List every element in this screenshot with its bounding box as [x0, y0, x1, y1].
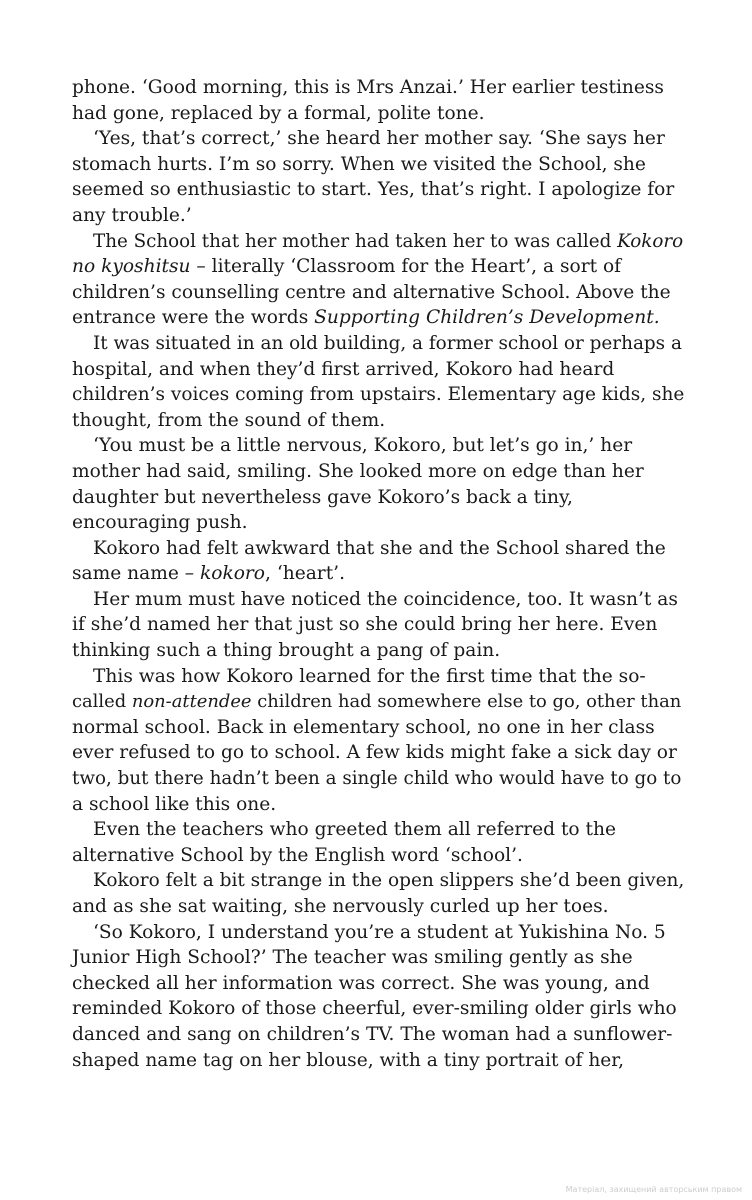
text-run: ‘Yes, that’s correct,’ she heard her mother say. ‘She says her: [93, 128, 665, 150]
text-line: [72, 126, 684, 152]
text-run: The School that her mother had taken her to was called: [93, 230, 618, 252]
text-line: [72, 280, 684, 306]
text-run: thought, from the sound of them.: [72, 409, 386, 431]
text-line: [72, 638, 684, 664]
text-run: Kokoro had felt awkward that she and the School shared the: [93, 537, 666, 559]
text-line: [72, 459, 684, 485]
text-run: children had somewhere else to go, other than: [251, 691, 682, 713]
text-run: called: [72, 691, 132, 713]
paragraph: [72, 536, 684, 587]
paragraph: [72, 664, 684, 818]
text-run: Her mum must have noticed the coincidence, too. It wasn’t as: [93, 588, 678, 610]
paragraph: [72, 433, 684, 535]
text-line: [72, 868, 684, 894]
text-line: [72, 177, 684, 203]
text-line: [72, 408, 684, 434]
text-line: [72, 843, 684, 869]
text-run: shaped name tag on her blouse, with a tiny portrait of her,: [72, 1049, 625, 1071]
italic-text: Supporting Children’s Development.: [314, 307, 660, 329]
text-line: [72, 920, 684, 946]
text-line: [72, 357, 684, 383]
text-line: [72, 254, 684, 280]
text-run: and as she sat waiting, she nervously curled up her toes.: [72, 896, 609, 917]
paragraph: [72, 587, 684, 664]
text-line: [72, 433, 684, 459]
text-run: children’s voices coming from upstairs. Elementary age kids, she: [72, 384, 685, 406]
paragraph: [72, 75, 684, 126]
text-run: had gone, replaced by a formal, polite tone.: [72, 102, 485, 124]
text-line: [72, 382, 684, 408]
text-line: [72, 996, 684, 1022]
text-line: [72, 766, 684, 792]
text-run: This was how Kokoro learned for the first time that the so-: [93, 665, 646, 687]
text-run: Even the teachers who greeted them all referred to the: [93, 819, 616, 841]
text-run: mother had said, smiling. She looked more on edge than her: [72, 460, 644, 482]
text-line: [72, 740, 684, 766]
text-line: [72, 587, 684, 613]
text-line: [72, 1022, 684, 1048]
text-run: stomach hurts. I’m so sorry. When we visited the School, she: [72, 153, 646, 175]
paragraph: [72, 868, 684, 919]
text-run: – literally ‘Classroom for the Heart’, a sort of: [190, 256, 622, 278]
text-line: [72, 664, 684, 690]
text-run: entrance were the words: [72, 307, 315, 329]
text-line: [72, 536, 684, 562]
text-run: children’s counselling centre and alternative School. Above the: [72, 281, 671, 303]
text-run: encouraging push.: [72, 512, 248, 534]
text-run: phone. ‘Good morning, this is Mrs Anzai.’ Her earlier testiness: [72, 77, 664, 98]
text-line: [72, 612, 684, 638]
text-line: [72, 817, 684, 843]
text-line: [72, 971, 684, 997]
paragraph: [72, 126, 684, 228]
text-run: any trouble.’: [72, 204, 192, 226]
text-run: reminded Kokoro of those cheerful, ever-smiling older girls who: [72, 998, 677, 1020]
text-line: [72, 152, 684, 178]
paragraph: [72, 229, 684, 331]
text-run: two, but there hadn’t been a single child who would have to go to: [72, 768, 682, 790]
copyright-watermark: Матеріал, захищений авторським правом: [565, 1185, 742, 1194]
book-page-text: [72, 75, 684, 1073]
text-line: [72, 229, 684, 255]
text-run: ‘So Kokoro, I understand you’re a student at Yukishina No. 5: [93, 921, 666, 943]
text-run: Kokoro felt a bit strange in the open slippers she’d been given,: [93, 870, 685, 892]
text-line: [72, 305, 684, 331]
paragraph: [72, 817, 684, 868]
italic-text: non-attendee: [131, 691, 252, 713]
paragraph: [72, 331, 684, 433]
text-run: thinking such a thing brought a pang of pain.: [72, 640, 501, 662]
text-run: normal school. Back in elementary school, no one in her class: [72, 716, 655, 738]
text-line: [72, 331, 684, 357]
text-line: [72, 203, 684, 229]
text-run: seemed so enthusiastic to start. Yes, that’s right. I apologize for: [72, 179, 675, 201]
text-run: if she’d named her that just so she could bring her here. Even: [72, 614, 658, 636]
text-run: checked all her information was correct. She was young, and: [72, 972, 650, 994]
text-line: [72, 715, 684, 741]
text-run: danced and sang on children’s TV. The woman had a sunflower-: [72, 1023, 673, 1045]
text-run: a school like this one.: [72, 793, 277, 815]
text-run: ‘You must be a little nervous, Kokoro, but let’s go in,’ her: [93, 435, 633, 457]
text-run: It was situated in an old building, a former school or perhaps a: [93, 332, 682, 354]
paragraph: [72, 920, 684, 1074]
italic-text: Kokoro: [617, 230, 684, 252]
text-line: [72, 689, 684, 715]
text-run: daughter but nevertheless gave Kokoro’s back a tiny,: [72, 486, 573, 508]
text-line: [72, 894, 684, 920]
text-run: alternative School by the English word ‘school’.: [72, 844, 523, 866]
text-run: hospital, and when they’d first arrived, Kokoro had heard: [72, 358, 615, 380]
text-line: [72, 485, 684, 511]
text-line: [72, 1048, 684, 1074]
italic-text: no kyoshitsu: [72, 256, 191, 278]
text-run: , ‘heart’.: [265, 563, 345, 585]
text-line: [72, 101, 684, 127]
text-line: [72, 792, 684, 818]
text-run: Junior High School?’ The teacher was smiling gently as she: [72, 947, 633, 969]
text-line: [72, 561, 684, 587]
text-run: same name –: [72, 563, 200, 585]
text-line: [72, 75, 684, 101]
text-line: [72, 510, 684, 536]
italic-text: kokoro: [200, 563, 266, 585]
text-run: ever refused to go to school. A few kids might fake a sick day or: [72, 742, 677, 764]
text-line: [72, 945, 684, 971]
